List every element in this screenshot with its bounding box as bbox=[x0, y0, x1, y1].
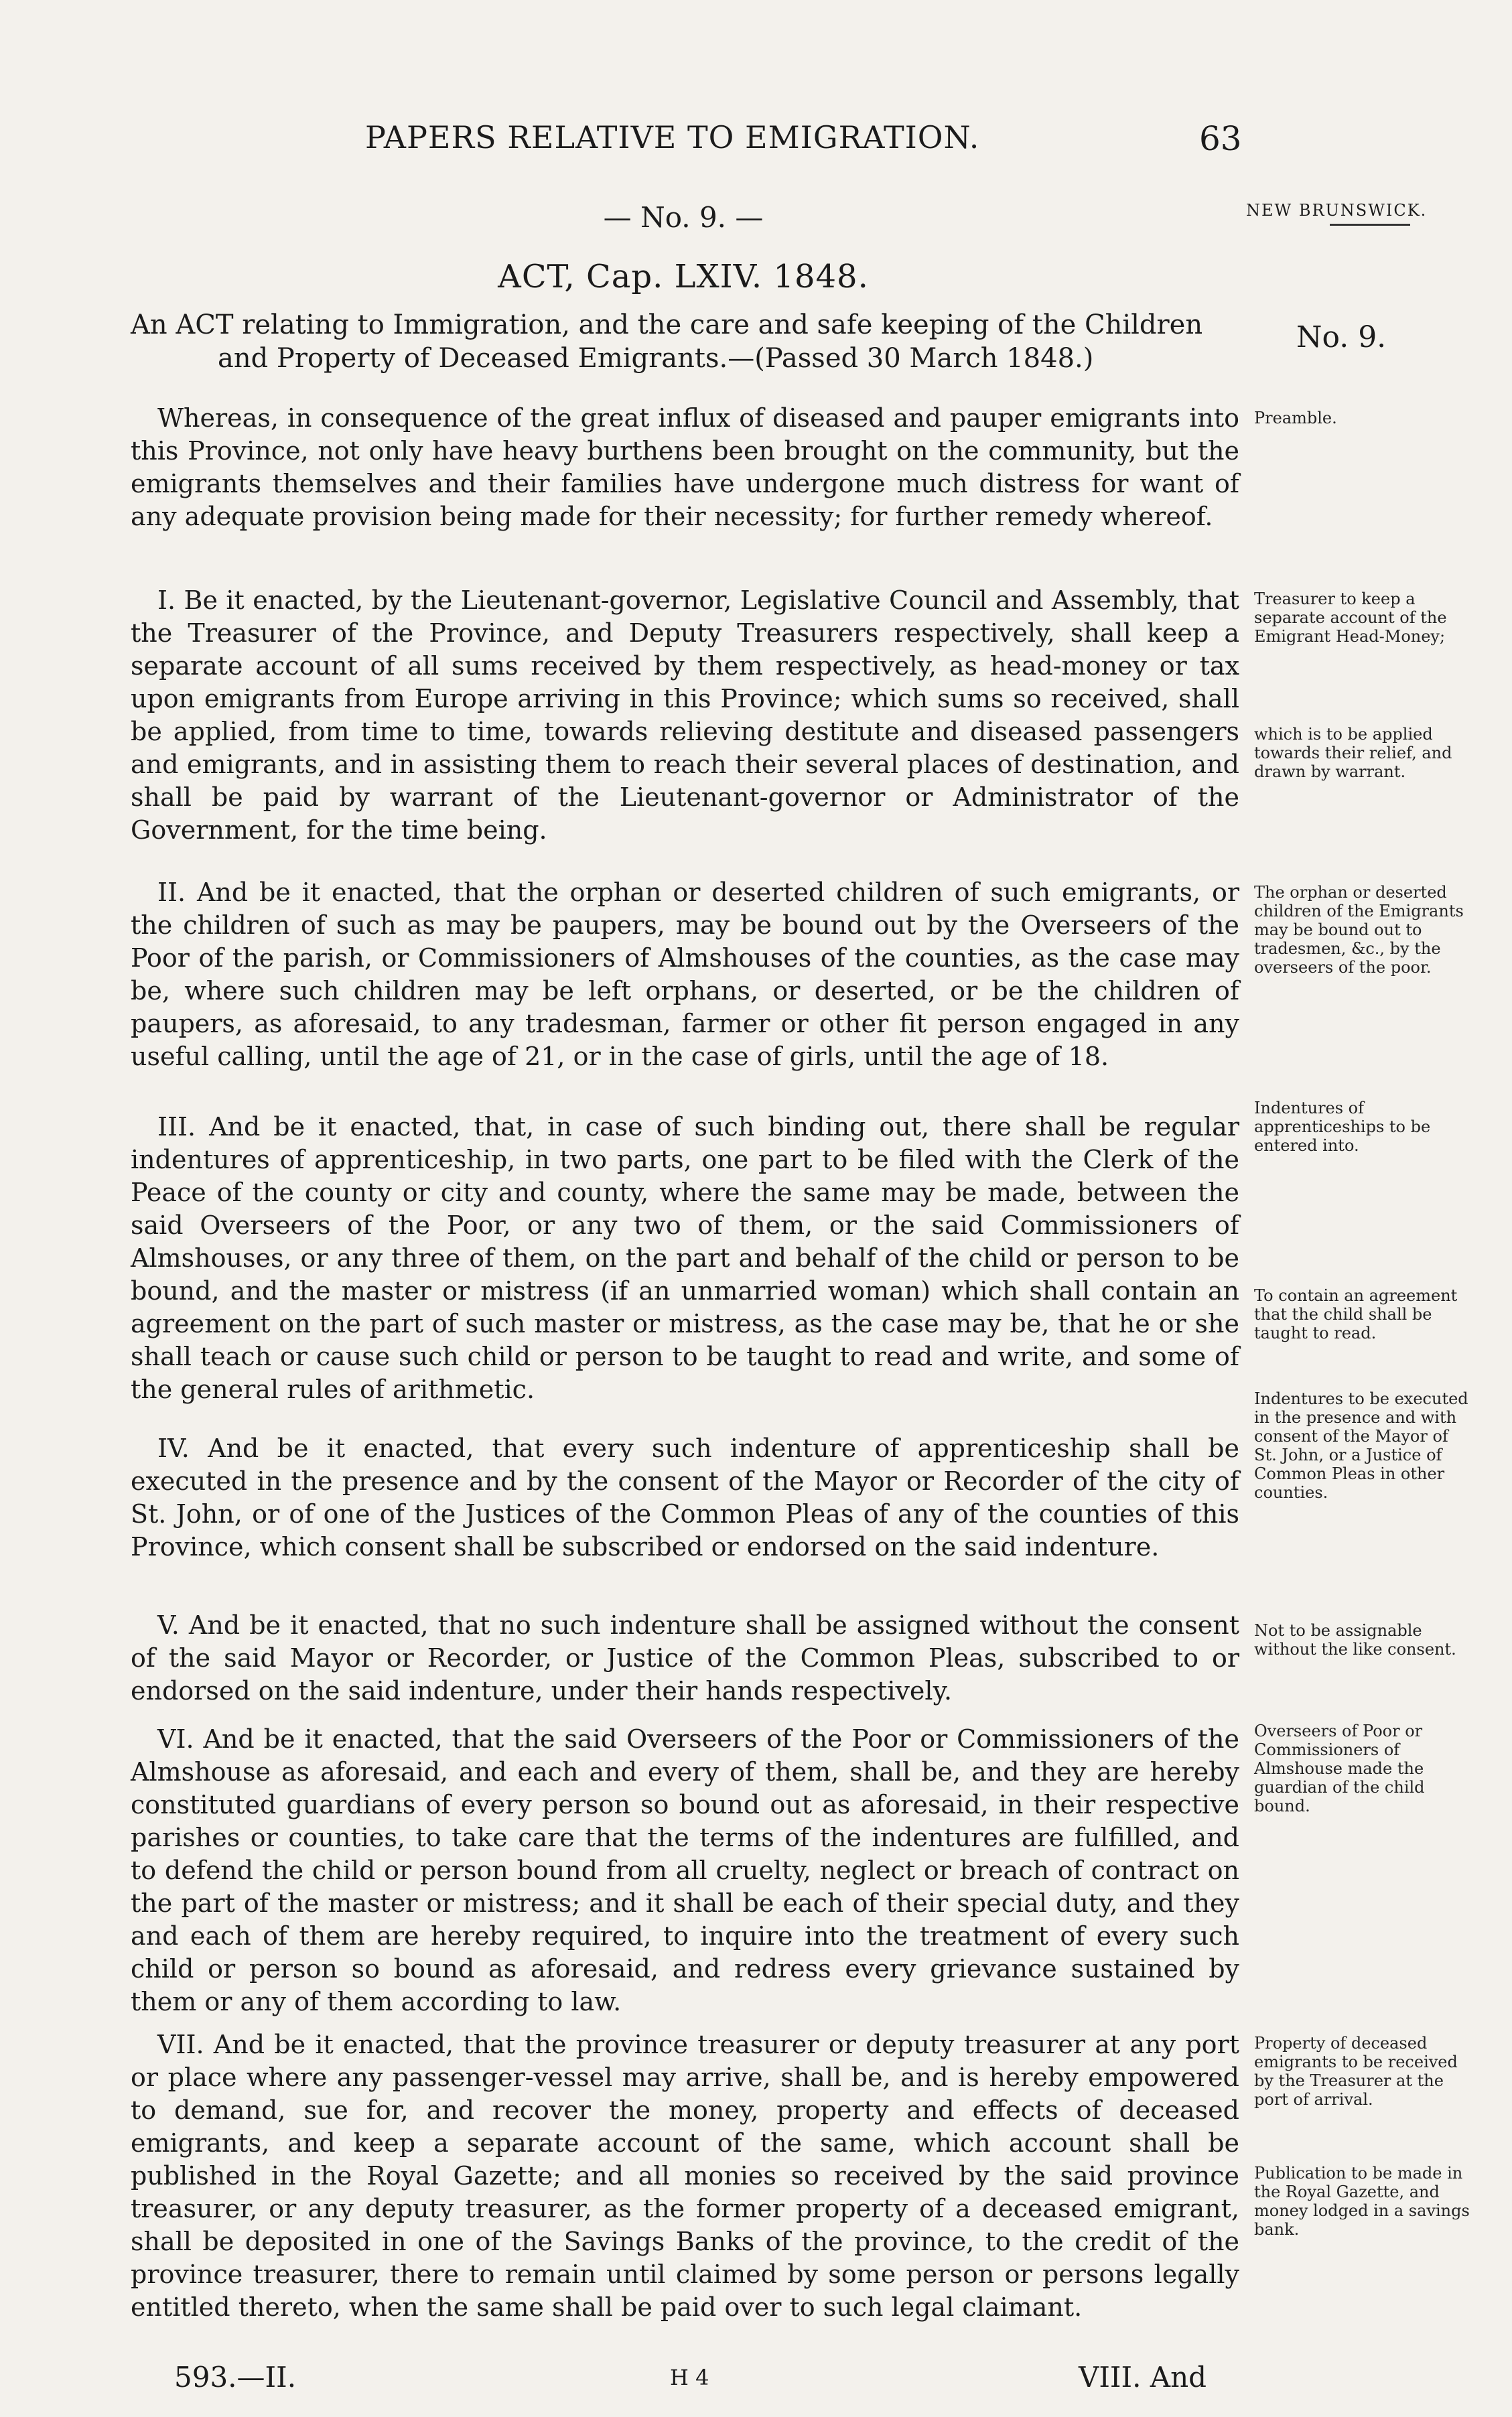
catchword: VIII. And bbox=[1079, 2361, 1207, 2394]
act-title-line-2: and Property of Deceased Emigrants.—(Passed 30 March 1848.) bbox=[218, 343, 1094, 374]
colony-label: NEW BRUNSWICK. bbox=[1246, 201, 1428, 220]
section-4-paragraph: IV. And be it enacted, that every such indenture of apprenticeship shall be executed in the presence and by the consent of the Mayor or Recorder of the city of St. John, or of one of the Justices of the Common Pleas of any of the counties of this Province, which consent shall be subscribed or endorsed on the said indenture. bbox=[131, 1434, 1239, 1562]
page-number: 63 bbox=[1199, 119, 1242, 158]
section-2-paragraph: II. And be it enacted, that the orphan or deserted children of such emigrants, or the children of such as may be paupers, may be bound out by the Overseers of the Poor of the parish, or Commissioners of Almshouses of the counties, as the case may be, where such children may be left orphans, or deserted, or be the children of paupers, as aforesaid, to any tradesman, farmer or other fit person engaged in any useful calling, until the age of 21, or in the case of girls, until the age of 18. bbox=[131, 878, 1239, 1071]
section-1-paragraph: I. Be it enacted, by the Lieutenant-governor, Legislative Council and Assembly, that the Treasurer of the Province, and Deputy Treasurers respectively, shall keep a separate account of all sums received by them respectively, as head-money or tax upon emigrants from Europe arriving in this Province; which sums so received, shall be applied, from time to time, towards relieving destitute and diseased passengers and emigrants, and in assisting them to reach their several places of destination, and shall be paid by warrant of the Lieutenant-governor or Administrator of the Government, for the time being. bbox=[131, 585, 1239, 845]
margin-note-indentures: Indentures of apprenticeships to be entered into. bbox=[1254, 1099, 1431, 1155]
margin-note-read: To contain an agreement that the child shall be taught to read. bbox=[1254, 1286, 1458, 1342]
margin-note-assignable: Not to be assignable without the like consent. bbox=[1254, 1621, 1456, 1659]
section-6-paragraph: VI. And be it enacted, that the said Overseers of the Poor or Commissioners of the Almshouse as aforesaid, and each and every of them, shall be, and they are hereby constituted guardians of every person so bound out as aforesaid, in their respective parishes or counties, to take care that the terms of the indentures are fulfilled, and to defend the child or person bound from all cruelty, neglect or breach of contract on the part of the master or mistress; and it shall be each of their special duty, and they and each of them are hereby required, to inquire into the treatment of every such child or person so bound as aforesaid, and redress every grievance sustained by them or any of them according to law. bbox=[131, 1724, 1239, 2016]
margin-note-preamble: Preamble. bbox=[1254, 409, 1337, 427]
margin-note-property: Property of deceased emigrants to be received by the Treasurer at the port of arrival. bbox=[1254, 2034, 1458, 2109]
margin-note-relief: which is to be applied towards their relief, and drawn by warrant. bbox=[1254, 725, 1452, 781]
document-number: — No. 9. — bbox=[603, 201, 764, 234]
colony-rule bbox=[1330, 224, 1410, 226]
section-7-paragraph: VII. And be it enacted, that the province treasurer or deputy treasurer at any port or place where any passenger-vessel may arrive, shall be, and is hereby empowered to demand, sue for, and recover the money, property and effects of deceased emigrants, and keep a separate account of the same, which account shall be published in the Royal Gazette; and all monies so received by the said province treasurer, or any deputy treasurer, as the former property of a deceased emigrant, shall be deposited in one of the Savings Banks of the province, to the credit of the province treasurer, there to remain until claimed by some person or persons legally entitled thereto, when the same shall be paid over to such legal claimant. bbox=[131, 2030, 1239, 2322]
section-3-paragraph: III. And be it enacted, that, in case of such binding out, there shall be regular indentures of apprenticeship, in two parts, one part to be filed with the Clerk of the Peace of the county or city and county, where the same may be made, between the said Overseers of the Poor, or any two of them, or the said Commissioners of Almshouses, or any three of them, on the part and behalf of the child or person to be bound, and the master or mistress (if an unmarried woman) which shall contain an agreement on the part of such master or mistress, as the case may be, that he or she shall teach or cause such child or person to be taught to read and write, and some of the general rules of arithmetic. bbox=[131, 1112, 1239, 1404]
act-title-line-1: An ACT relating to Immigration, and the care and safe keeping of the Children bbox=[131, 309, 1203, 340]
running-head: PAPERS RELATIVE TO EMIGRATION. bbox=[365, 119, 980, 155]
signature-text: 593.—II. bbox=[174, 2361, 297, 2394]
signature-mark: H 4 bbox=[670, 2365, 709, 2390]
act-title bbox=[131, 308, 1243, 375]
margin-note-guardians: Overseers of Poor or Commissioners of Almshouse made the guardian of the child bound. bbox=[1254, 1722, 1425, 1815]
preamble-paragraph: Whereas, in consequence of the great influx of diseased and pauper emigrants into this Province, not only have heavy burthens been brought on the community, but the emigrants themselves and their families have undergone much distress for want of any adequate provision being made for their necessity; for further remedy whereof. bbox=[131, 403, 1239, 531]
margin-note-head-money: Treasurer to keep a separate account of the Emigrant Head-Money; bbox=[1254, 590, 1447, 646]
margin-note-orphans: The orphan or deserted children of the Emigrants may be bound out to tradesmen, &c., by the overseers of the poor. bbox=[1254, 883, 1464, 977]
margin-note-execution: Indentures to be executed in the presence and with consent of the Mayor of St. John, or a Justice of Common Pleas in other counties. bbox=[1254, 1389, 1468, 1502]
act-heading: ACT, Cap. LXIV. 1848. bbox=[498, 258, 869, 295]
section-5-paragraph: V. And be it enacted, that no such indenture shall be assigned without the consent of the said Mayor or Recorder, or Justice of the Common Pleas, subscribed to or endorsed on the said indenture, under their hands respectively. bbox=[131, 1610, 1239, 1706]
margin-note-publication: Publication to be made in the Royal Gazette, and money lodged in a savings bank. bbox=[1254, 2164, 1470, 2239]
margin-document-number: No. 9. bbox=[1296, 320, 1387, 354]
